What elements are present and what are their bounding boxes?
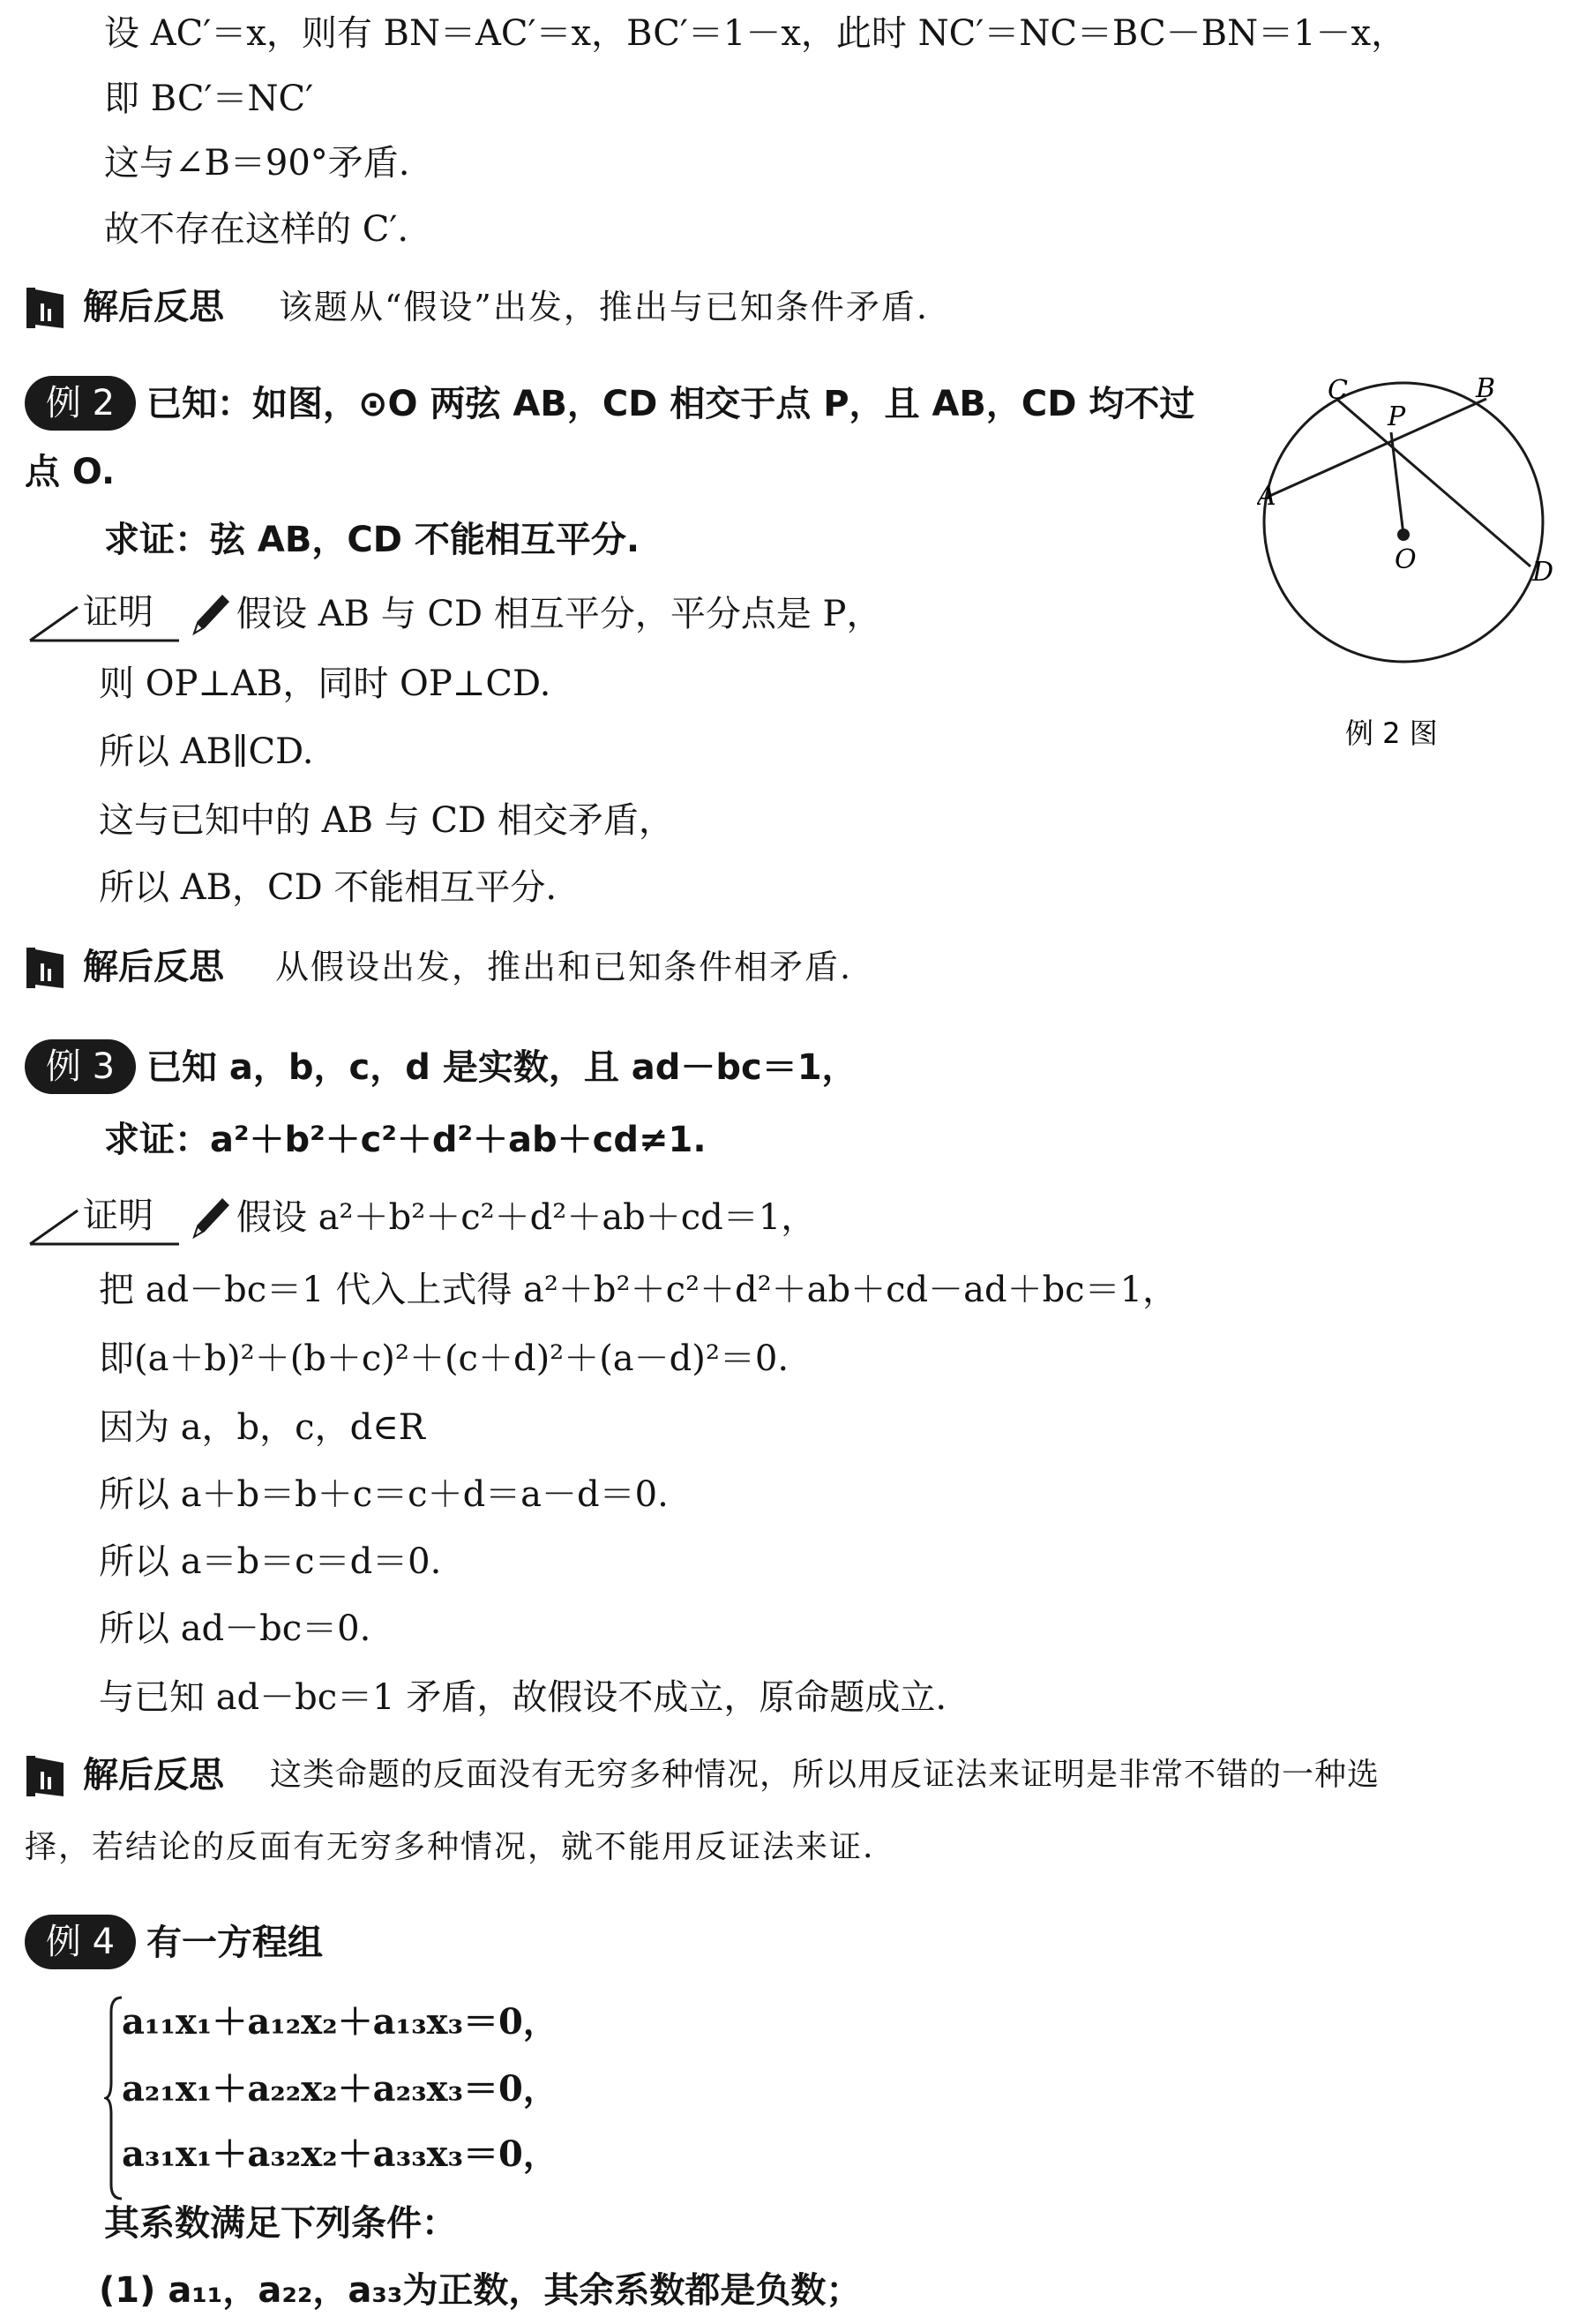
label-a: A xyxy=(1257,481,1276,512)
example-3-proof-line-6: 所以 ad－bc＝0. xyxy=(99,1608,371,1649)
example-2-proof-line-2: 所以 AB∥CD. xyxy=(99,731,314,772)
pencil-icon xyxy=(183,588,233,641)
example-3-statement: 已知 a，b，c，d 是实数，且 ad－bc＝1， xyxy=(146,1047,857,1088)
book-icon xyxy=(25,946,67,990)
reflection-3-cont: 择，若结论的反面有无穷多种情况，就不能用反证法来证. xyxy=(25,1829,875,1865)
example-2-claim: 求证：弦 AB，CD 不能相互平分. xyxy=(104,520,640,560)
equation-2: a₂₁x₁＋a₂₂x₂＋a₂₃x₃＝0， xyxy=(122,2068,558,2110)
example-2-proof-line-1: 则 OP⊥AB，同时 OP⊥CD. xyxy=(99,663,551,704)
intro-line-1: 设 AC′＝x，则有 BN＝AC′＝x，BC′＝1－x，此时 NC′＝NC＝BC－BN＝1－x， xyxy=(104,13,1407,54)
reflection-title: 解后反思 xyxy=(83,947,224,987)
reflection-title: 解后反思 xyxy=(83,1755,224,1795)
condition-1: (1) a₁₁，a₂₂，a₃₃为正数，其余系数都是负数； xyxy=(99,2270,862,2311)
condition-intro: 其系数满足下列条件： xyxy=(104,2203,457,2244)
proof-label: 证明 xyxy=(83,592,153,633)
example-2-badge: 例 2 xyxy=(25,376,136,431)
figure-caption: 例 2 图 xyxy=(1345,716,1438,750)
pencil-icon xyxy=(183,1191,233,1244)
intro-line-2: 即 BC′＝NC′ xyxy=(104,79,314,119)
chord-ab xyxy=(1266,399,1486,498)
reflection-title: 解后反思 xyxy=(83,287,224,327)
proof-label: 证明 xyxy=(83,1196,153,1236)
proof-marker xyxy=(25,1188,236,1249)
example-3-proof-line-2: 即(a＋b)²＋(b＋c)²＋(c＋d)²＋(a－d)²＝0. xyxy=(99,1338,790,1379)
example-3-proof-line-4: 所以 a＋b＝b＋c＝c＋d＝a－d＝0. xyxy=(99,1474,669,1515)
label-b: B xyxy=(1476,373,1496,404)
example-4-badge: 例 4 xyxy=(25,1915,136,1969)
circle-figure xyxy=(1257,372,1557,761)
reflection-text: 这类命题的反面没有无穷多种情况，所以用反证法来证明是非常不错的一种选 xyxy=(270,1757,1381,1793)
example-3-proof-first: 假设 a²＋b²＋c²＋d²＋ab＋cd＝1， xyxy=(236,1197,817,1238)
label-d: D xyxy=(1532,557,1554,588)
example-2-proof-first: 假设 AB 与 CD 相互平分，平分点是 P， xyxy=(236,594,882,634)
example-3-claim: 求证：a²＋b²＋c²＋d²＋ab＋cd≠1. xyxy=(104,1120,707,1160)
segment-op xyxy=(1391,432,1403,535)
book-icon xyxy=(25,1754,67,1798)
example-2-statement-cont: 点 O. xyxy=(25,452,116,492)
reflection-text: 从假设出发，推出和已知条件相矛盾. xyxy=(275,948,853,986)
equation-3: a₃₁x₁＋a₃₂x₂＋a₃₃x₃＝0， xyxy=(122,2133,558,2175)
example-2-proof-line-3: 这与已知中的 AB 与 CD 相交矛盾， xyxy=(99,800,674,841)
book-icon xyxy=(25,286,67,330)
example-3-proof-line-7: 与已知 ad－bc＝1 矛盾，故假设不成立，原命题成立. xyxy=(99,1677,947,1718)
example-2-proof-line-4: 所以 AB，CD 不能相互平分. xyxy=(99,867,558,908)
center-point xyxy=(1397,529,1410,541)
label-o: O xyxy=(1395,544,1417,575)
intro-line-3: 这与∠B＝90°矛盾. xyxy=(104,143,410,184)
equation-1: a₁₁x₁＋a₁₂x₂＋a₁₃x₃＝0， xyxy=(122,2001,558,2043)
label-c: C xyxy=(1328,375,1348,406)
example-3-proof-line-5: 所以 a＝b＝c＝d＝0. xyxy=(99,1541,442,1582)
label-p: P xyxy=(1388,401,1406,432)
example-3-badge: 例 3 xyxy=(25,1039,136,1094)
example-3-proof-line-1: 把 ad－bc＝1 代入上式得 a²＋b²＋c²＋d²＋ab＋cd－ad＋bc＝1， xyxy=(99,1270,1179,1310)
reflection-text: 该题从“假设”出发，推出与已知条件矛盾. xyxy=(279,288,929,326)
example-2-statement: 已知：如图，⊙O 两弦 AB，CD 相交于点 P，且 AB，CD 均不过 xyxy=(146,384,1195,424)
example-3-proof-line-3: 因为 a，b，c，d∈R xyxy=(99,1407,425,1448)
proof-marker xyxy=(25,584,236,646)
intro-line-4: 故不存在这样的 C′. xyxy=(104,209,409,250)
example-4-statement: 有一方程组 xyxy=(146,1923,323,1963)
